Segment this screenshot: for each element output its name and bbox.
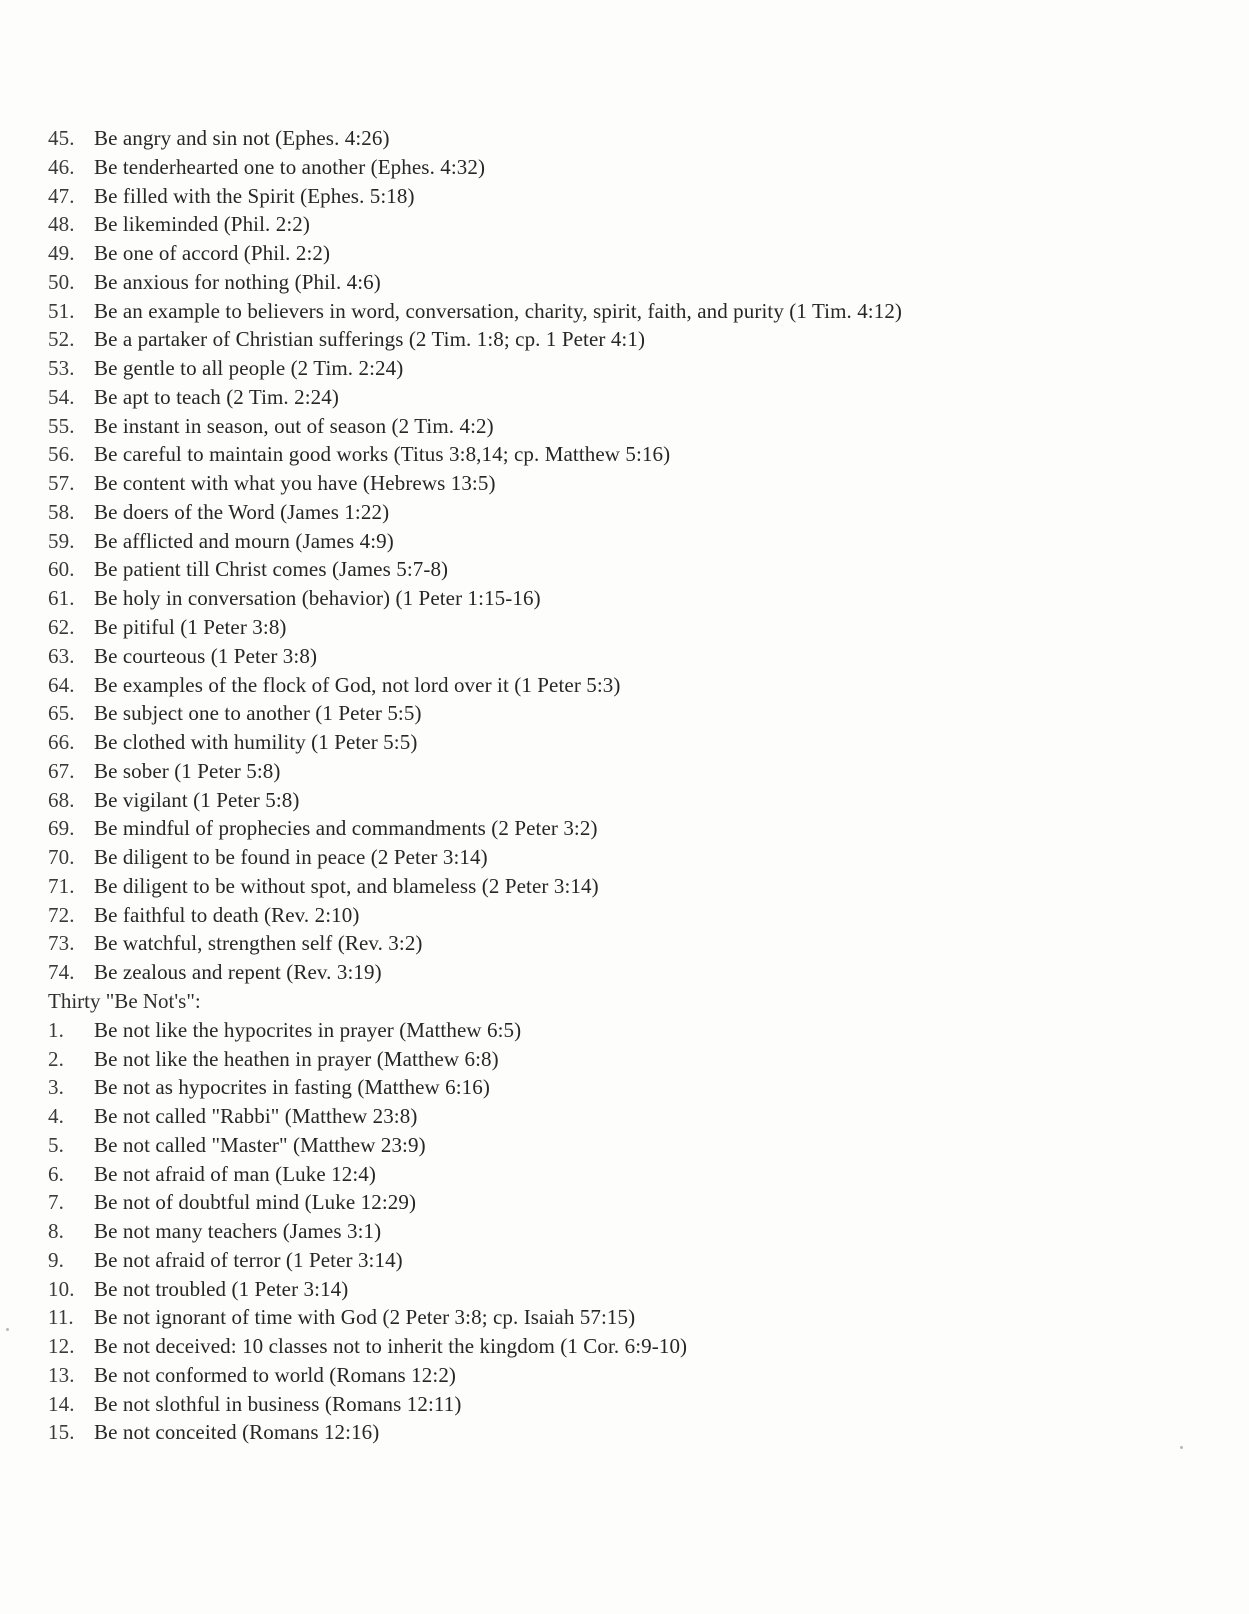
item-text: Be diligent to be without spot, and blameless (2 Peter 3:14)	[94, 873, 599, 898]
item-text: Be not afraid of man (Luke 12:4)	[94, 1161, 376, 1186]
item-number: 7.	[48, 1190, 64, 1215]
list-item	[48, 728, 1228, 757]
item-text: Be faithful to death (Rev. 2:10)	[94, 902, 360, 927]
list-item	[48, 268, 1228, 297]
item-number: 74.	[48, 960, 75, 985]
item-text: Be diligent to be found in peace (2 Peter 3:14)	[94, 845, 488, 870]
item-number: 64.	[48, 672, 75, 697]
list-item	[48, 584, 1228, 613]
item-text: Be holy in conversation (behavior) (1 Peter 1:15-16)	[94, 586, 541, 611]
item-number: 66.	[48, 730, 75, 755]
item-number: 67.	[48, 758, 75, 783]
item-text: Be mindful of prophecies and commandments (2 Peter 3:2)	[94, 816, 598, 841]
item-text: Be courteous (1 Peter 3:8)	[94, 643, 318, 668]
list-item	[48, 901, 1228, 930]
item-number: 6.	[48, 1161, 64, 1186]
list-item	[48, 440, 1228, 469]
item-number: 70.	[48, 845, 75, 870]
item-number: 60.	[48, 557, 75, 582]
item-number: 61.	[48, 586, 75, 611]
item-number: 47.	[48, 183, 75, 208]
item-number: 50.	[48, 269, 75, 294]
item-number: 65.	[48, 701, 75, 726]
list-item	[48, 757, 1228, 786]
item-number: 12.	[48, 1334, 75, 1359]
list-item	[48, 786, 1228, 815]
item-text: Be one of accord (Phil. 2:2)	[94, 241, 331, 266]
list-item	[48, 929, 1228, 958]
list-item	[48, 527, 1228, 556]
item-text: Be doers of the Word (James 1:22)	[94, 499, 390, 524]
item-number: 3.	[48, 1075, 64, 1100]
item-number: 2.	[48, 1046, 64, 1071]
list-item	[48, 958, 1228, 987]
list-item	[48, 843, 1228, 872]
list-item	[48, 1045, 1228, 1074]
item-text: Be content with what you have (Hebrews 13:5)	[94, 471, 496, 496]
item-text: Be afflicted and mourn (James 4:9)	[94, 528, 394, 553]
list-item	[48, 124, 1228, 153]
section-heading: Thirty "Be Not's":	[48, 988, 201, 1013]
item-text: Be not like the hypocrites in prayer (Matthew 6:5)	[94, 1017, 522, 1042]
item-number: 58.	[48, 499, 75, 524]
list-item	[48, 642, 1228, 671]
item-number: 56.	[48, 442, 75, 467]
list-item	[48, 239, 1228, 268]
item-number: 62.	[48, 615, 75, 640]
item-number: 72.	[48, 902, 75, 927]
list-item	[48, 872, 1228, 901]
item-text: Be not many teachers (James 3:1)	[94, 1219, 382, 1244]
item-text: Be tenderhearted one to another (Ephes. 4:32)	[94, 154, 486, 179]
list-item	[48, 412, 1228, 441]
item-number: 9.	[48, 1247, 64, 1272]
list-item	[48, 814, 1228, 843]
list-item	[48, 1361, 1228, 1390]
list-item	[48, 354, 1228, 383]
item-text: Be an example to believers in word, conversation, charity, spirit, faith, and purity (1 Tim. 4:12)	[94, 298, 903, 323]
item-text: Be vigilant (1 Peter 5:8)	[94, 787, 300, 812]
item-number: 5.	[48, 1132, 64, 1157]
item-number: 69.	[48, 816, 75, 841]
list-item	[48, 699, 1228, 728]
item-text: Be not slothful in business (Romans 12:11)	[94, 1391, 462, 1416]
list-item	[48, 297, 1228, 326]
item-number: 63.	[48, 643, 75, 668]
item-text: Be anxious for nothing (Phil. 4:6)	[94, 269, 381, 294]
item-text: Be not deceived: 10 classes not to inherit the kingdom (1 Cor. 6:9-10)	[94, 1334, 688, 1359]
item-number: 10.	[48, 1276, 75, 1301]
item-number: 59.	[48, 528, 75, 553]
item-number: 48.	[48, 212, 75, 237]
item-text: Be not as hypocrites in fasting (Matthew 6:16)	[94, 1075, 490, 1100]
item-text: Be not afraid of terror (1 Peter 3:14)	[94, 1247, 403, 1272]
list-item	[48, 325, 1228, 354]
item-text: Be pitiful (1 Peter 3:8)	[94, 615, 287, 640]
item-number: 49.	[48, 241, 75, 266]
item-number: 46.	[48, 154, 75, 179]
scan-speck	[1180, 1446, 1183, 1449]
item-text: Be not of doubtful mind (Luke 12:29)	[94, 1190, 417, 1215]
item-text: Be careful to maintain good works (Titus 3:8,14; cp. Matthew 5:16)	[94, 442, 671, 467]
item-text: Be not troubled (1 Peter 3:14)	[94, 1276, 349, 1301]
item-number: 13.	[48, 1362, 75, 1387]
list-item	[48, 1102, 1228, 1131]
item-text: Be clothed with humility (1 Peter 5:5)	[94, 730, 418, 755]
item-text: Be apt to teach (2 Tim. 2:24)	[94, 384, 339, 409]
item-text: Be angry and sin not (Ephes. 4:26)	[94, 126, 390, 150]
item-number: 15.	[48, 1420, 75, 1445]
item-number: 11.	[48, 1305, 74, 1330]
item-number: 1.	[48, 1017, 64, 1042]
list-item	[48, 182, 1228, 211]
item-text: Be not like the heathen in prayer (Matthew 6:8)	[94, 1046, 499, 1071]
item-number: 52.	[48, 327, 75, 352]
item-text: Be not conceited (Romans 12:16)	[94, 1420, 380, 1445]
list-item	[48, 1275, 1228, 1304]
item-text: Be gentle to all people (2 Tim. 2:24)	[94, 356, 404, 381]
item-number: 45.	[48, 126, 75, 150]
item-text: Be a partaker of Christian sufferings (2 Tim. 1:8; cp. 1 Peter 4:1)	[94, 327, 646, 352]
list-item	[48, 1160, 1228, 1189]
item-text: Be not conformed to world (Romans 12:2)	[94, 1362, 457, 1387]
item-text: Be zealous and repent (Rev. 3:19)	[94, 960, 382, 985]
list-item	[48, 153, 1228, 182]
list-item	[48, 613, 1228, 642]
scan-speck	[6, 1328, 9, 1331]
item-text: Be subject one to another (1 Peter 5:5)	[94, 701, 422, 726]
list-item	[48, 469, 1228, 498]
list-item	[48, 1217, 1228, 1246]
item-number: 14.	[48, 1391, 75, 1416]
list-item	[48, 1332, 1228, 1361]
list-item	[48, 210, 1228, 239]
item-number: 73.	[48, 931, 75, 956]
list-item	[48, 498, 1228, 527]
item-text: Be likeminded (Phil. 2:2)	[94, 212, 310, 237]
commandments-list	[48, 124, 1228, 1447]
item-text: Be instant in season, out of season (2 Tim. 4:2)	[94, 413, 494, 438]
item-number: 4.	[48, 1104, 64, 1129]
item-number: 57.	[48, 471, 75, 496]
list-item	[48, 1246, 1228, 1275]
list-item	[48, 1390, 1228, 1419]
item-number: 54.	[48, 384, 75, 409]
list-item	[48, 1131, 1228, 1160]
list-item	[48, 1418, 1228, 1447]
list-item	[48, 1016, 1228, 1045]
item-number: 53.	[48, 356, 75, 381]
item-text: Be not called "Master" (Matthew 23:9)	[94, 1132, 426, 1157]
item-text: Be not called "Rabbi" (Matthew 23:8)	[94, 1104, 418, 1129]
item-number: 55.	[48, 413, 75, 438]
item-text: Be watchful, strengthen self (Rev. 3:2)	[94, 931, 423, 956]
list-item	[48, 1073, 1228, 1102]
item-text: Be filled with the Spirit (Ephes. 5:18)	[94, 183, 415, 208]
list-item	[48, 555, 1228, 584]
list-item	[48, 1188, 1228, 1217]
item-text: Be patient till Christ comes (James 5:7-8)	[94, 557, 449, 582]
item-number: 51.	[48, 298, 75, 323]
item-number: 8.	[48, 1219, 64, 1244]
item-text: Be not ignorant of time with God (2 Peter 3:8; cp. Isaiah 57:15)	[94, 1305, 636, 1330]
item-text: Be sober (1 Peter 5:8)	[94, 758, 281, 783]
list-item	[48, 671, 1228, 700]
item-number: 71.	[48, 873, 75, 898]
item-number: 68.	[48, 787, 75, 812]
list-item	[48, 383, 1228, 412]
item-text: Be examples of the flock of God, not lord over it (1 Peter 5:3)	[94, 672, 621, 697]
list-item	[48, 1303, 1228, 1332]
